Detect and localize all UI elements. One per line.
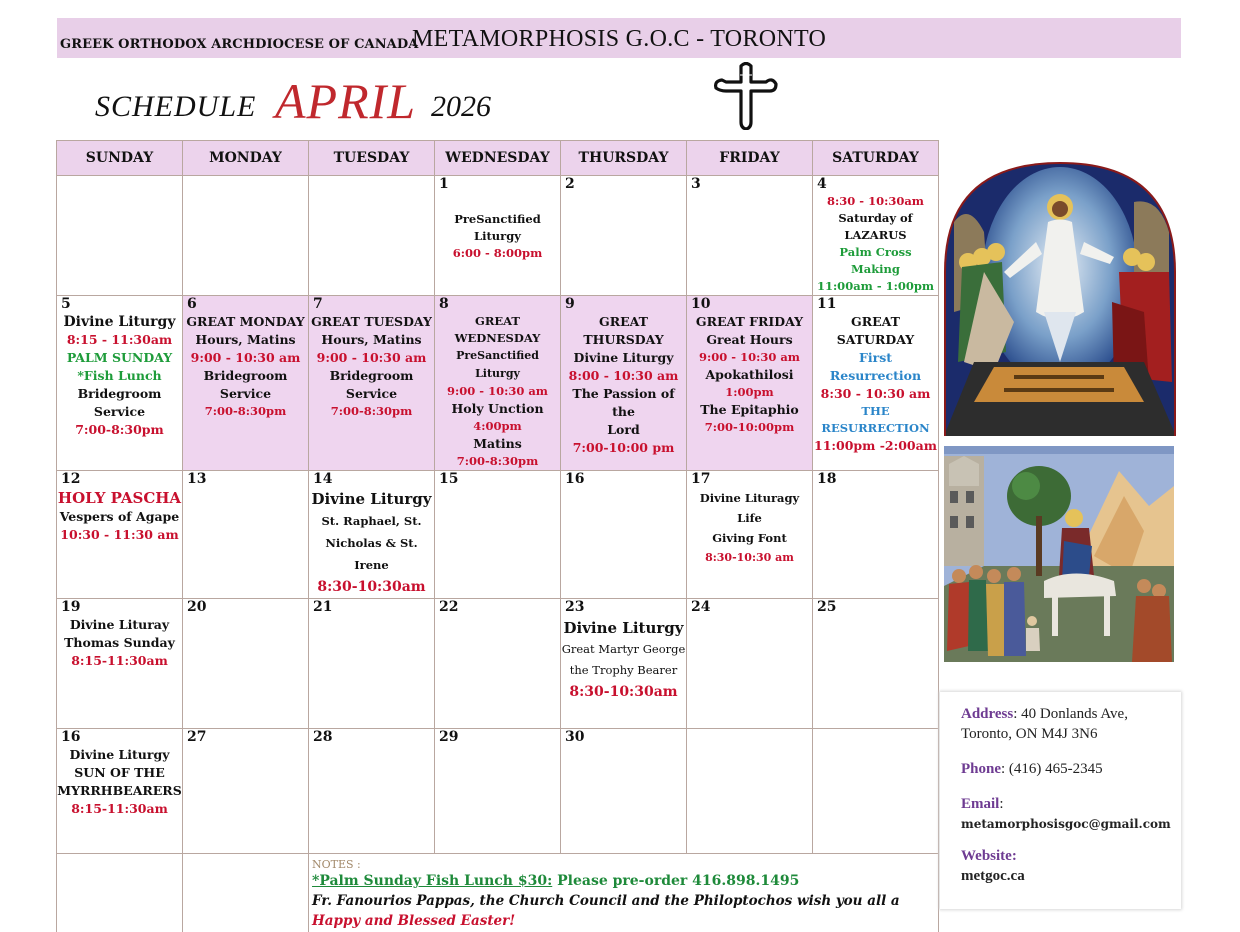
- event-time: 8:00 - 10:30 am: [568, 368, 679, 383]
- event-time: 11:00pm -2:00am: [814, 438, 937, 453]
- event-title: St. Raphael, St.: [321, 514, 422, 528]
- event-title: Bridegroom: [203, 368, 288, 383]
- event-time: 7:00-8:30pm: [75, 422, 164, 437]
- day-cell: [687, 471, 813, 599]
- day-cell: [561, 471, 687, 599]
- event-title: Service: [345, 386, 398, 401]
- event-time: 9:00 - 10:30 am: [699, 350, 800, 364]
- event-title: *Fish Lunch: [77, 368, 162, 383]
- notes-greeting: Fr. Fanourios Pappas, the Church Council and the Philoptochos wish you all a: [312, 893, 900, 909]
- weekday-friday: FRIDAY: [687, 141, 813, 176]
- contact-info-box: [940, 692, 1181, 909]
- event-title: Lord: [607, 422, 640, 437]
- event-time: 8:30-10:30am: [317, 579, 426, 595]
- day-number: 30: [565, 729, 585, 745]
- day-cell: [687, 176, 813, 296]
- day-cell: [435, 296, 561, 471]
- day-number: 8: [439, 296, 449, 312]
- day-number: 3: [691, 176, 701, 192]
- resurrection-icon: [944, 162, 1176, 436]
- event-title: The Epitaphio: [700, 402, 799, 417]
- weekday-tuesday: TUESDAY: [309, 141, 435, 176]
- day-cell: [57, 599, 183, 729]
- day-cell: [813, 599, 939, 729]
- archdiocese-name: GREEK ORTHODOX ARCHDIOCESE OF CANADA: [60, 37, 419, 52]
- day-cell: [435, 599, 561, 729]
- website-link[interactable]: metgoc.ca: [961, 868, 1025, 884]
- event-title: Hours, Matins: [321, 332, 422, 347]
- day-number: 24: [691, 599, 711, 615]
- event-title: GREAT TUESDAY: [311, 314, 432, 329]
- event-title: GREAT SATURDAY: [836, 314, 915, 347]
- phone-label: Phone: [961, 761, 1002, 777]
- event-title: PreSanctified Liturgy: [456, 349, 539, 380]
- day-number: 9: [565, 296, 575, 312]
- day-cell: [687, 296, 813, 471]
- day-cell: [435, 471, 561, 599]
- event-time: 8:30-10:30am: [569, 684, 678, 700]
- weekday-wednesday: WEDNESDAY: [435, 141, 561, 176]
- day-number: 6: [187, 296, 197, 312]
- address-line2: Toronto, ON M4J 3N6: [961, 726, 1098, 742]
- day-number: 10: [691, 296, 711, 312]
- event-title: Divine Liturgy: [69, 747, 170, 762]
- day-cell: [813, 471, 939, 599]
- event-time: 7:00-8:30pm: [204, 404, 287, 418]
- event-title: Vespers of Agape: [59, 509, 180, 524]
- week-row: [57, 729, 939, 854]
- day-cell: [687, 599, 813, 729]
- day-number: 25: [817, 599, 837, 615]
- day-number: 1: [439, 176, 449, 192]
- email-colon: :: [999, 796, 1004, 812]
- event-title: Divine Liturgy: [63, 314, 176, 330]
- notes-fish-lunch: [312, 871, 935, 891]
- day-cell: [561, 176, 687, 296]
- day-cell-empty: [57, 854, 183, 932]
- day-number: 16: [565, 471, 585, 487]
- day-cell: [309, 599, 435, 729]
- week-row: [57, 471, 939, 599]
- event-title: Divine Lituragy Life: [699, 491, 800, 525]
- email-label: Email: [961, 796, 1000, 812]
- address-line1: : 40 Donlands Ave,: [1013, 706, 1128, 722]
- day-number: 18: [817, 471, 837, 487]
- day-number: 22: [439, 599, 459, 615]
- day-cell: [57, 471, 183, 599]
- event-title: GREAT WEDNESDAY: [454, 314, 541, 345]
- weekday-saturday: SATURDAY: [813, 141, 939, 176]
- event-time: 10:30 - 11:30 am: [60, 527, 179, 542]
- day-number: 14: [313, 471, 333, 487]
- event-title: Holy Unction: [451, 401, 544, 416]
- event-title: Giving Font: [712, 531, 787, 545]
- event-title: Great Hours: [706, 332, 793, 347]
- day-cell: [813, 296, 939, 471]
- day-number: 11: [817, 296, 837, 312]
- event-time: 9:00 - 10:30 am: [447, 384, 548, 398]
- event-title: Liturgy: [474, 229, 521, 243]
- weekday-thursday: THURSDAY: [561, 141, 687, 176]
- day-number: 28: [313, 729, 333, 745]
- week-row: [57, 599, 939, 729]
- church-name: METAMORPHOSIS G.O.C - TORONTO: [412, 26, 827, 52]
- day-number: 7: [313, 296, 323, 312]
- day-cell: [183, 471, 309, 599]
- palm-sunday-entry-icon: [944, 446, 1174, 662]
- event-title: PreSanctified: [454, 212, 541, 226]
- weekday-monday: MONDAY: [183, 141, 309, 176]
- event-title: MYRRHBEARERS: [57, 783, 182, 798]
- fish-lunch-price: *Palm Sunday Fish Lunch $30:: [312, 873, 553, 889]
- website-label: Website:: [961, 848, 1017, 864]
- event-title: GREAT FRIDAY: [695, 314, 804, 329]
- event-title: Hours, Matins: [195, 332, 296, 347]
- event-title: First Resurrection: [829, 350, 922, 383]
- day-cell: [57, 296, 183, 471]
- day-cell: [309, 296, 435, 471]
- event-title: Divine Liturgy: [573, 350, 674, 365]
- day-cell: [309, 729, 435, 854]
- event-title: the Trophy Bearer: [569, 663, 678, 677]
- event-time: 7:00-10:00pm: [704, 420, 795, 434]
- event-title: Bridegroom: [329, 368, 414, 383]
- event-title: THE RESURRECTION: [821, 404, 930, 435]
- weekday-header-row: [57, 141, 939, 176]
- day-cell: [183, 599, 309, 729]
- event-time: 8:30-10:30 am: [705, 551, 794, 564]
- fish-lunch-preorder: Please pre-order 416.898.1495: [552, 873, 800, 889]
- notes-easter-wish: Happy and Blessed Easter!: [312, 913, 516, 929]
- event-time: 11:00am - 1:00pm: [816, 279, 935, 293]
- week-row: [57, 296, 939, 471]
- header-banner: [57, 18, 1181, 58]
- day-number: 12: [61, 471, 81, 487]
- event-title: Matins: [473, 436, 522, 451]
- event-title: Saturday of: [838, 211, 913, 225]
- day-number: 29: [439, 729, 459, 745]
- title-year: 2026: [431, 90, 491, 123]
- day-cell: [57, 729, 183, 854]
- day-number: 4: [817, 176, 827, 192]
- event-title: Thomas Sunday: [64, 635, 175, 650]
- event-title: GREAT MONDAY: [186, 314, 305, 329]
- notes-label: NOTES :: [312, 858, 361, 871]
- address-block: [961, 704, 1181, 744]
- event-time: 8:15 - 11:30am: [66, 332, 173, 347]
- website-block: [961, 846, 1181, 886]
- day-number: 21: [313, 599, 333, 615]
- day-cell-empty: [687, 729, 813, 854]
- event-time: 9:00 - 10:30 am: [190, 350, 301, 365]
- week-row: [57, 176, 939, 296]
- event-title: HOLY PASCHA: [57, 489, 182, 507]
- day-number: 15: [439, 471, 459, 487]
- event-title: PALM SUNDAY: [66, 350, 173, 365]
- day-cell: [561, 296, 687, 471]
- event-title: LAZARUS: [844, 228, 907, 242]
- event-title: Nicholas & St. Irene: [325, 536, 418, 572]
- event-time: 8:15-11:30am: [71, 801, 168, 816]
- day-number: 27: [187, 729, 207, 745]
- title-month: APRIL: [275, 73, 417, 129]
- day-number: 16: [61, 729, 81, 745]
- day-cell-empty: [57, 176, 183, 296]
- day-cell: [561, 599, 687, 729]
- event-time: 6:00 - 8:00pm: [452, 246, 543, 260]
- event-time: 4:00pm: [473, 419, 522, 433]
- email-address[interactable]: metamorphosisgoc@gmail.com: [961, 817, 1171, 831]
- day-cell: [435, 729, 561, 854]
- day-number: 23: [565, 599, 585, 615]
- email-block: [961, 794, 1181, 834]
- event-time: 1:00pm: [725, 385, 774, 399]
- day-number: 17: [691, 471, 711, 487]
- event-time: 8:30 - 10:30 am: [820, 386, 931, 401]
- event-time: 8:30 - 10:30am: [827, 194, 924, 208]
- calendar-table: [56, 140, 939, 932]
- event-title: Divine Liturgy: [311, 490, 432, 508]
- event-title: Palm Cross Making: [839, 245, 912, 276]
- event-title: The Passion of the: [572, 386, 675, 419]
- address-label: Address: [961, 706, 1014, 722]
- day-cell-empty: [183, 854, 309, 932]
- day-cell: [435, 176, 561, 296]
- event-time: 8:15-11:30am: [71, 653, 168, 668]
- weekday-sunday: SUNDAY: [57, 141, 183, 176]
- event-title: GREAT THURSDAY: [583, 314, 664, 347]
- phone-block: [961, 759, 1181, 779]
- day-cell: [561, 729, 687, 854]
- event-title: Divine Lituray: [69, 617, 170, 632]
- event-title: Apokathilosi: [705, 367, 794, 382]
- event-time: 9:00 - 10:30 am: [316, 350, 427, 365]
- day-cell: [183, 296, 309, 471]
- day-number: 13: [187, 471, 207, 487]
- event-title: Great Martyr George: [561, 642, 686, 656]
- day-cell: [813, 176, 939, 296]
- day-number: 5: [61, 296, 71, 312]
- notes-box: [309, 854, 939, 932]
- event-title: Bridegroom: [77, 386, 162, 401]
- day-cell: [309, 471, 435, 599]
- event-title: SUN OF THE: [74, 765, 165, 780]
- event-time: 7:00-8:30pm: [330, 404, 413, 418]
- notes-row: [57, 854, 939, 932]
- event-time: 7:00-8:30pm: [456, 454, 539, 468]
- phone-number[interactable]: : (416) 465-2345: [1001, 761, 1103, 777]
- day-number: 20: [187, 599, 207, 615]
- event-time: 7:00-10:00 pm: [572, 440, 675, 455]
- day-cell-empty: [309, 176, 435, 296]
- title-schedule: SCHEDULE: [95, 90, 257, 123]
- day-cell-empty: [813, 729, 939, 854]
- day-number: 19: [61, 599, 81, 615]
- day-number: 2: [565, 176, 575, 192]
- event-title: Divine Liturgy: [563, 619, 684, 637]
- event-title: Service: [93, 404, 146, 419]
- event-title: Service: [219, 386, 272, 401]
- day-cell-empty: [183, 176, 309, 296]
- day-cell: [183, 729, 309, 854]
- orthodox-cross-icon: [714, 62, 778, 130]
